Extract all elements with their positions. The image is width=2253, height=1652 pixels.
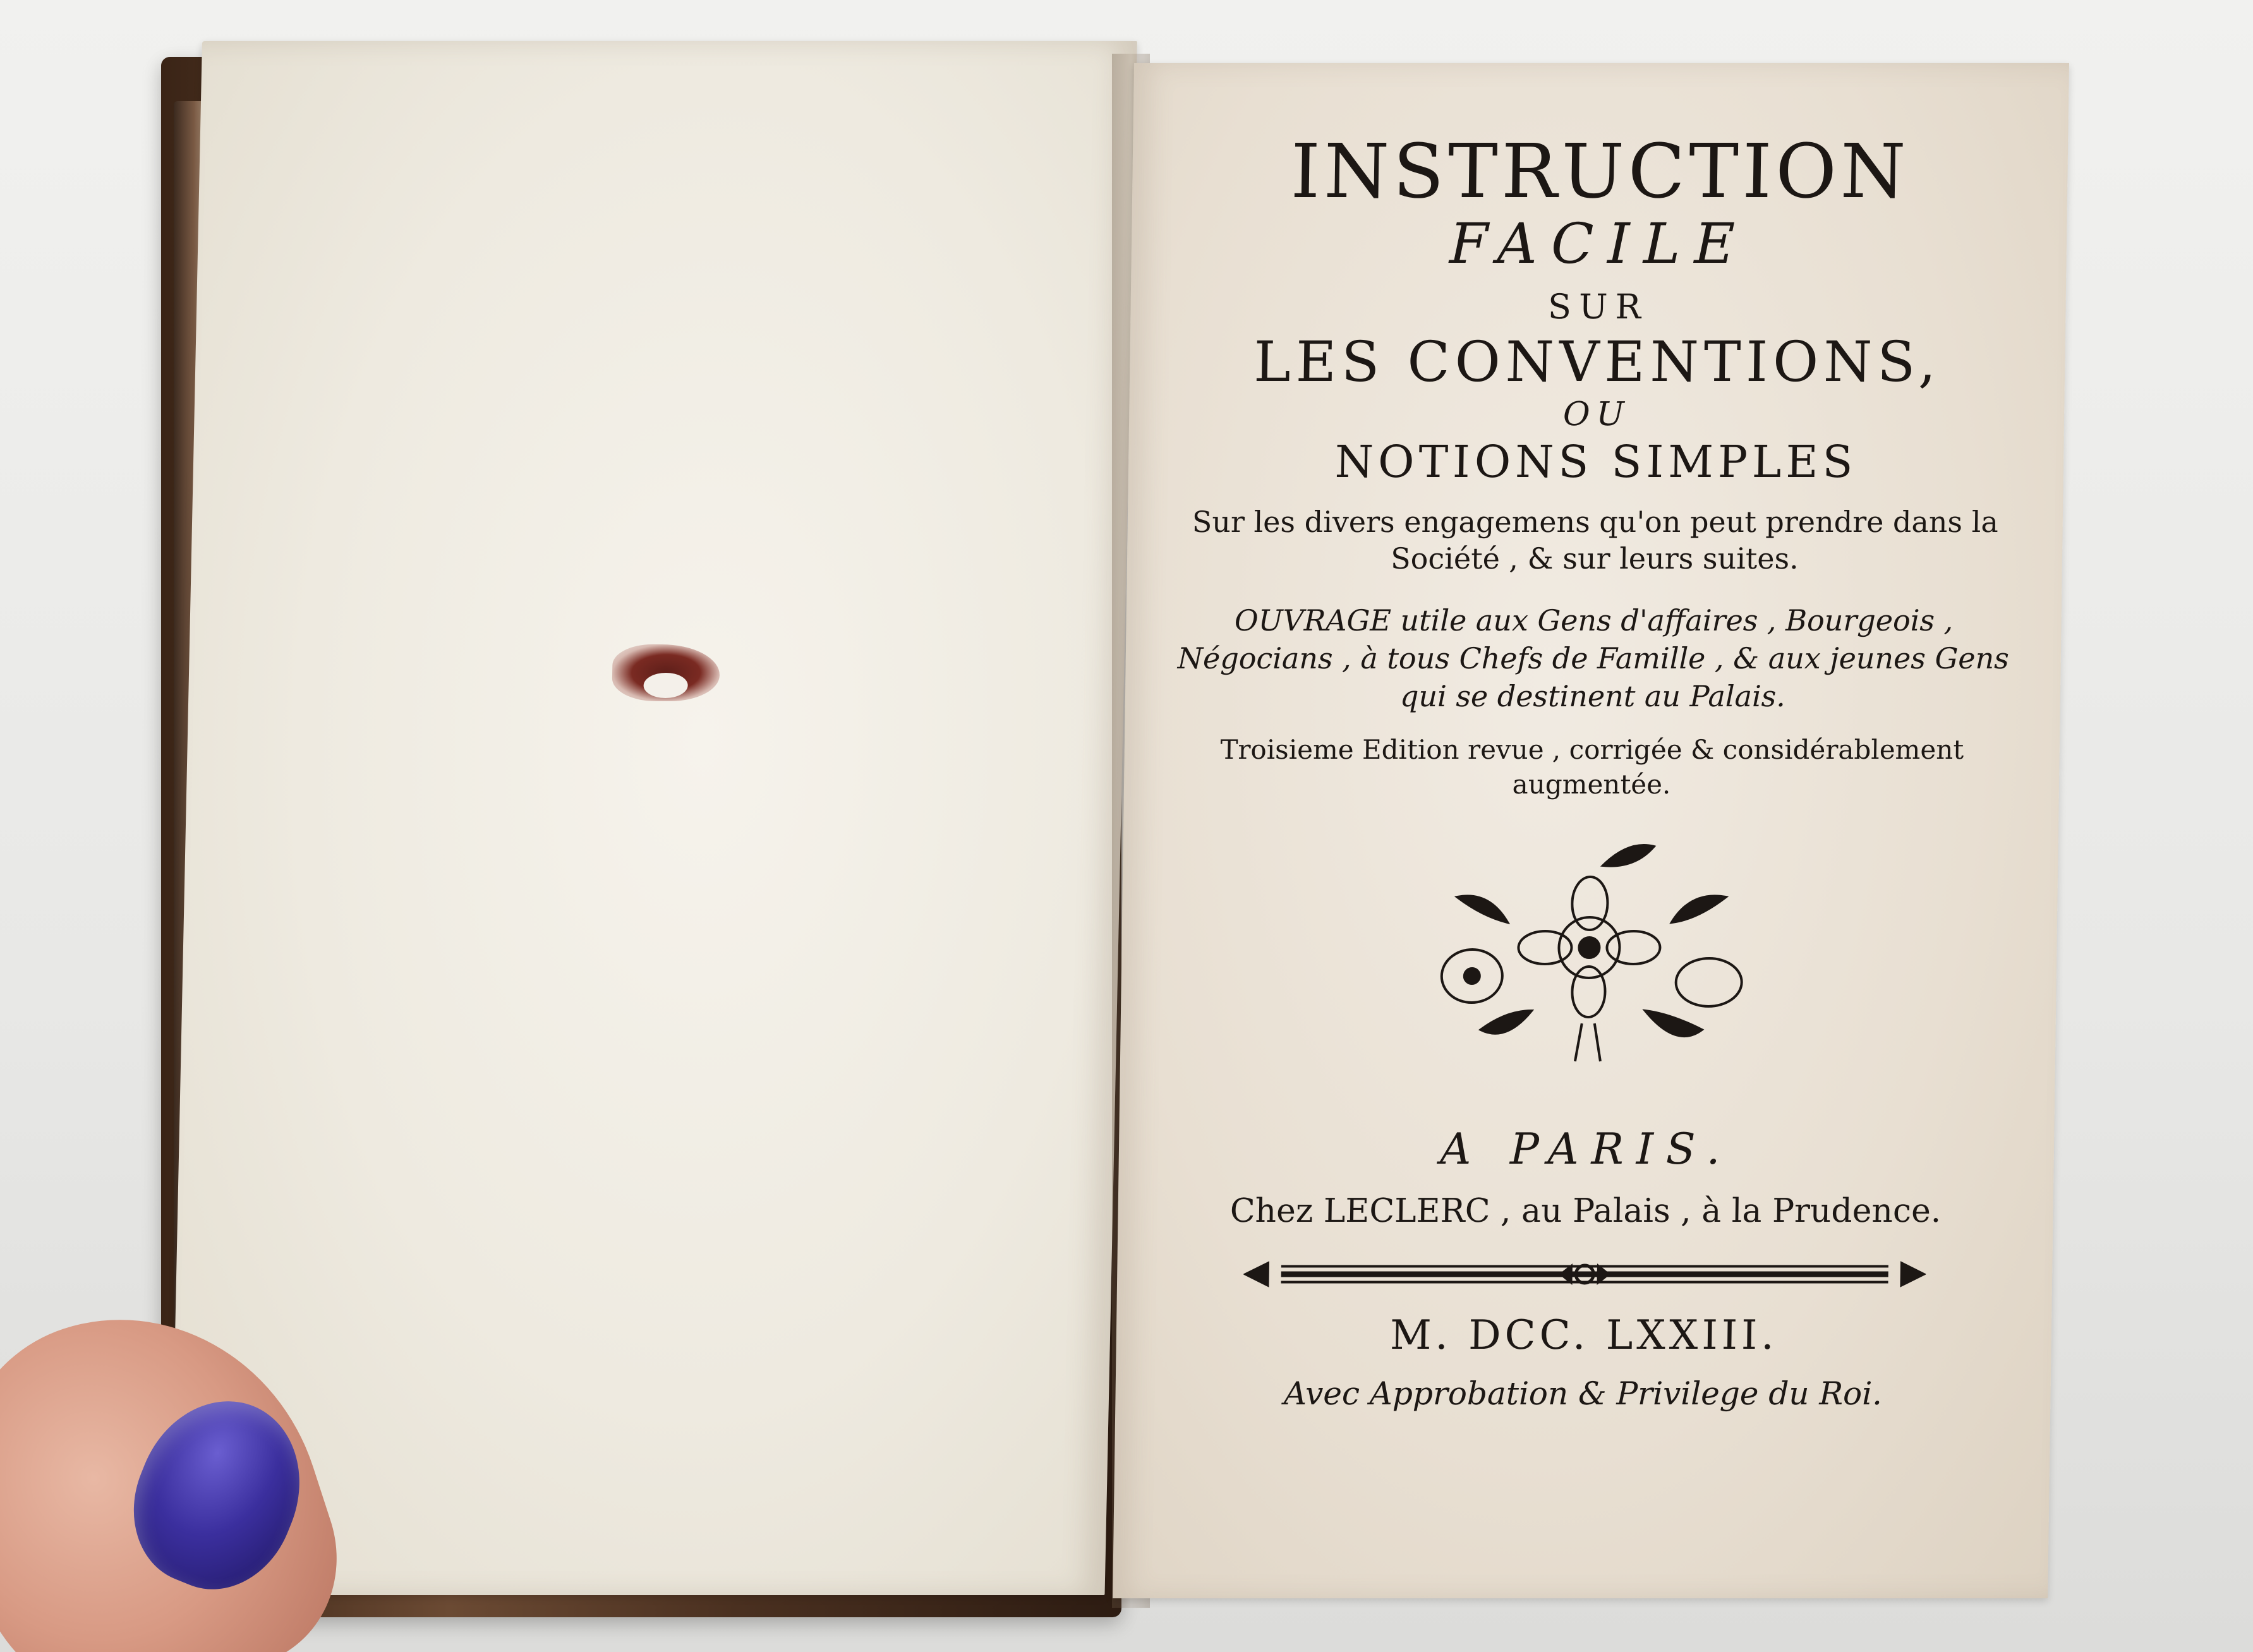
ouvrage-description: OUVRAGE utile aux Gens d'affaires , Bourgeois , Négocians , à tous Chefs de Famille , & aux jeunes Gens qui se destinent au Palais. bbox=[1177, 603, 2010, 713]
blank-flyleaf-page bbox=[169, 41, 1137, 1595]
title-line-conventions: LES CONVENTIONS, bbox=[1253, 329, 1942, 395]
title-line-instruction: INSTRUCTION bbox=[1290, 128, 1911, 215]
title-page bbox=[1113, 63, 2069, 1598]
floral-ornament-icon bbox=[1411, 840, 1768, 1068]
title-line-sur: SUR bbox=[1547, 287, 1649, 327]
title-line-facile: FACILE bbox=[1449, 210, 1749, 276]
title-line-notions: NOTIONS SIMPLES bbox=[1334, 436, 1858, 488]
publisher-line: Chez LECLERC , au Palais , à la Prudence. bbox=[1229, 1191, 1942, 1230]
decorative-rule-icon bbox=[1243, 1255, 1926, 1293]
publication-date: M. DCC. LXXIII. bbox=[1389, 1311, 1779, 1359]
title-block bbox=[1115, 128, 2068, 1412]
edition-note: Troisieme Edition revue , corrigée & considérablement augmentée. bbox=[1220, 734, 1964, 800]
approbation-line: Avec Approbation & Privilege du Roi. bbox=[1283, 1375, 1883, 1412]
subtitle-text: Sur les divers engagemens qu'on peut prendre dans la Société , & sur leurs suites. bbox=[1192, 505, 1999, 576]
place-of-publication: A PARIS. bbox=[1439, 1124, 1734, 1174]
title-line-ou: OU bbox=[1562, 395, 1631, 434]
